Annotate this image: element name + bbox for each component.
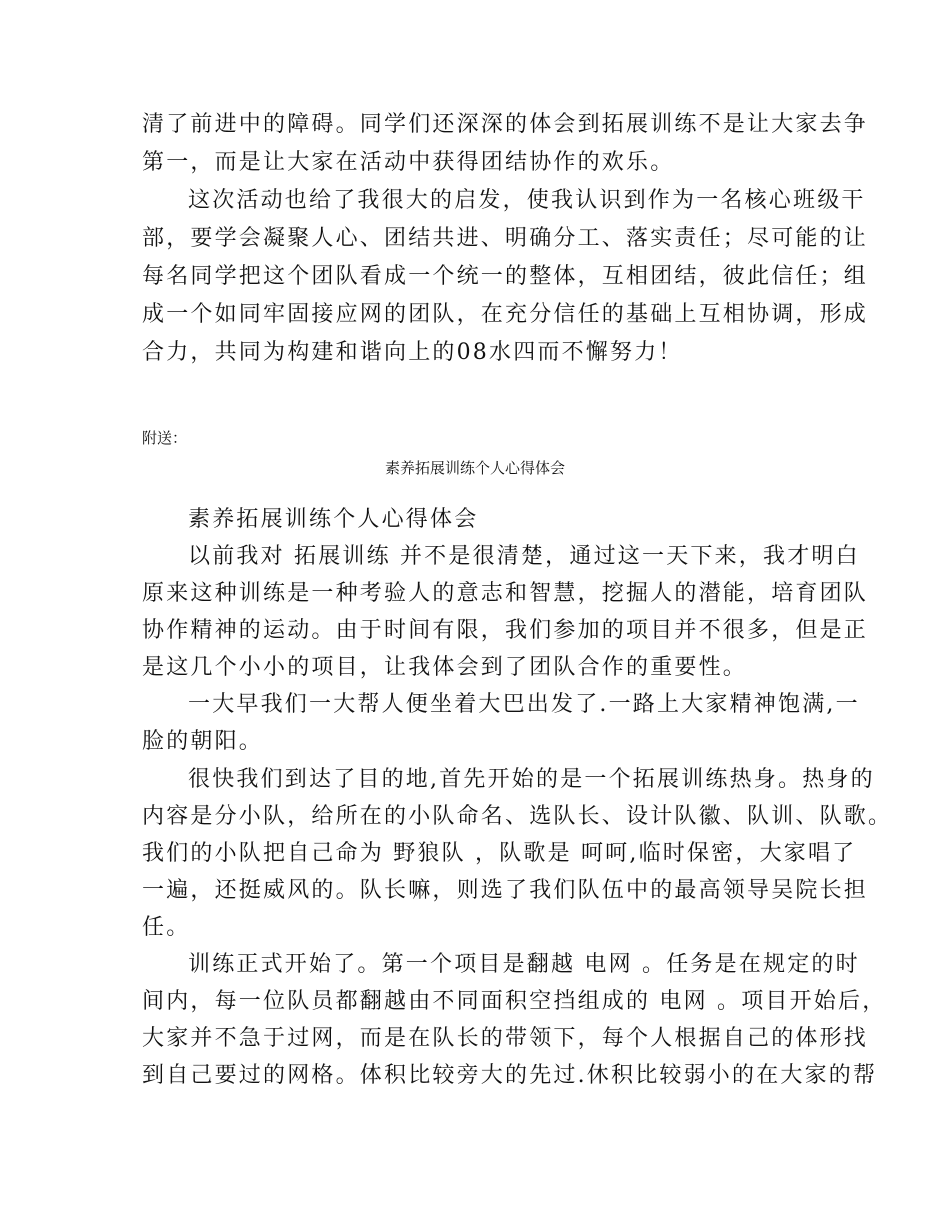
paragraph-line: 第一，而是让大家在活动中获得团结协作的欢乐。 — [142, 150, 675, 175]
paragraph-line: 内容是分小队，给所在的小队命名、选队长、设计队徽、队训、队歌。 — [142, 804, 893, 829]
paragraph-line: 一大早我们一大帮人便坐着大巴出发了.一路上大家精神饱满,一 — [188, 692, 860, 717]
paragraph-line: 成一个如同牢固接应网的团队，在充分信任的基础上互相协调，形成 — [142, 302, 869, 327]
paragraph-line: 协作精神的运动。由于时间有限，我们参加的项目并不很多，但是正 — [142, 618, 869, 643]
paragraph-line: 到自己要过的网格。体积比较旁大的先过.休积比较弱小的在大家的帮 — [142, 1063, 878, 1088]
paragraph-line: 原来这种训练是一种考验人的意志和智慧，挖掘人的潜能，培育团队 — [142, 581, 869, 606]
paragraph-line: 我们的小队把自己命为 野狼队 ，队歌是 呵呵,临时保密，大家唱了 — [142, 841, 857, 866]
paragraph-line: 任。 — [142, 915, 191, 940]
appendix-title: 素养拓展训练个人心得体会 — [384, 459, 565, 477]
paragraph-line: 部，要学会凝聚人心、团结共进、明确分工、落实责任；尽可能的让 — [142, 226, 869, 251]
paragraph-line: 大家并不急于过网，而是在队长的带领下，每个人根据自己的体形找 — [142, 1026, 869, 1051]
paragraph-line: 间内，每一位队员都翻越由不同面积空挡组成的 电网 。项目开始后， — [142, 989, 887, 1014]
paragraph-line: 一遍，还挺威风的。队长嘛，则选了我们队伍中的最高领导吴院长担 — [142, 878, 869, 903]
paragraph-line: 是这几个小小的项目，让我体会到了团队合作的重要性。 — [142, 655, 748, 680]
paragraph-line: 以前我对 拓展训练 并不是很清楚，通过这一天下来，我才明白 — [188, 544, 860, 569]
paragraph-line: 训练正式开始了。第一个项目是翻越 电网 。任务是在规定的时 — [188, 952, 860, 977]
paragraph-line: 这次活动也给了我很大的启发，使我认识到作为一名核心班级干 — [188, 188, 866, 213]
appendix-label: 附送： — [142, 429, 188, 447]
article-heading: 素养拓展训练个人心得体会 — [188, 507, 479, 532]
paragraph-line: 很快我们到达了目的地,首先开始的是一个拓展训练热身。热身的 — [188, 767, 875, 792]
paragraph-line: 每名同学把这个团队看成一个统一的整体，互相团结，彼此信任；组 — [142, 264, 869, 289]
paragraph-line: 清了前进中的障碍。同学们还深深的体会到拓展训练不是让大家去争 — [142, 112, 869, 137]
paragraph-line: 脸的朝阳。 — [142, 729, 264, 754]
paragraph-line: 合力，共同为构建和谐向上的08水四而不懈努力！ — [142, 340, 683, 365]
